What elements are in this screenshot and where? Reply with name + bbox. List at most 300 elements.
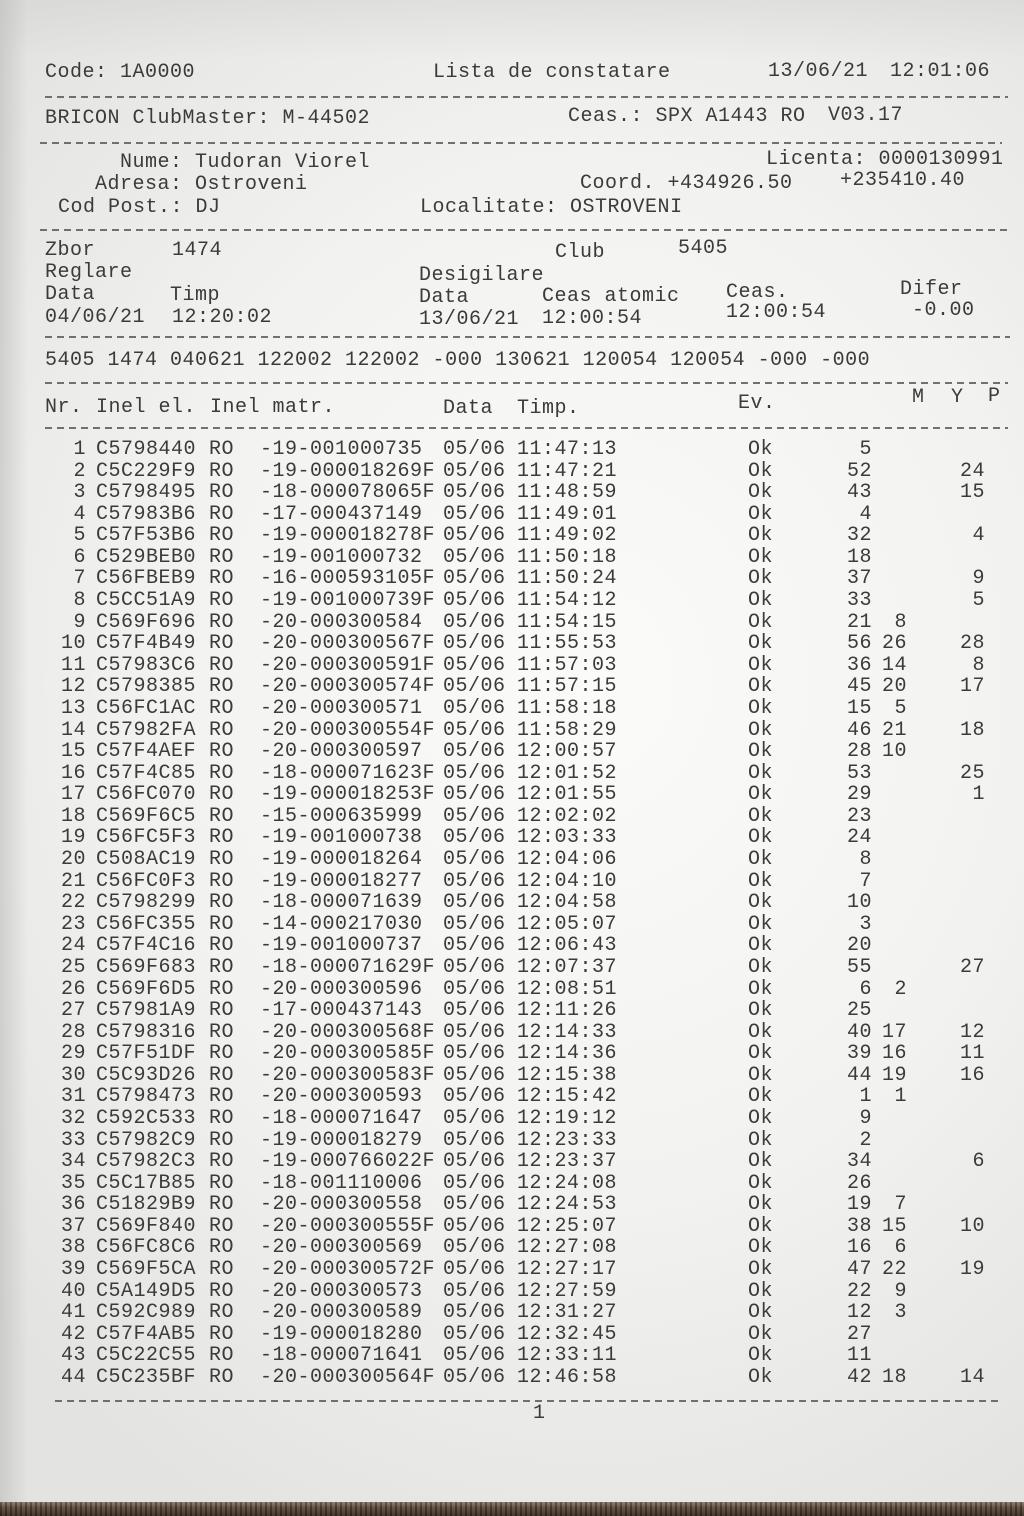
electronic-ring: C57982C9 (96, 1129, 197, 1152)
value-y: 1 (894, 1085, 907, 1108)
table-row (0, 892, 1024, 914)
table-row (0, 1022, 1024, 1044)
arrival-date: 05/06 (443, 1042, 506, 1065)
table-row (0, 957, 1024, 979)
value-y: 22 (881, 1258, 907, 1281)
arrival-date: 05/06 (443, 1129, 506, 1152)
value-y: 5 (894, 697, 907, 720)
electronic-ring: C569F840 (96, 1215, 197, 1238)
value-y: 2 (894, 978, 907, 1001)
ring-number: -19-000018280 (260, 1323, 423, 1346)
column-header-time: Timp. (517, 397, 580, 420)
value-m: 25 (846, 999, 872, 1022)
arrival-time: 12:27:59 (517, 1280, 618, 1303)
event-status: Ok (748, 1107, 774, 1130)
electronic-ring: C56FC355 (96, 913, 197, 936)
value-m: 45 (846, 675, 872, 698)
column-header-p: P (988, 385, 1001, 408)
value-m: 27 (846, 1323, 872, 1346)
value-y: 20 (881, 675, 907, 698)
ring-number: -20-000300569 (260, 1236, 423, 1259)
electronic-ring: C569F683 (96, 956, 197, 979)
ring-number: -18-000071639 (260, 891, 423, 914)
arrival-date: 05/06 (443, 934, 506, 957)
ring-number: -18-001110006 (260, 1172, 423, 1195)
event-status: Ok (748, 870, 774, 893)
event-status: Ok (748, 1323, 774, 1346)
divider (40, 229, 1010, 231)
value-p: 28 (959, 632, 985, 655)
value-m: 20 (846, 934, 872, 957)
value-p: 10 (959, 1215, 985, 1238)
ring-number: -15-000635999 (260, 805, 423, 828)
row-number: 28 (60, 1021, 86, 1044)
value-m: 22 (846, 1280, 872, 1303)
table-row (0, 1237, 1024, 1259)
event-status: Ok (748, 675, 774, 698)
event-status: Ok (748, 1215, 774, 1238)
table-row (0, 763, 1024, 785)
row-number: 3 (73, 481, 86, 504)
row-number: 24 (60, 934, 86, 957)
electronic-ring: C57983B6 (96, 503, 197, 526)
arrival-date: 05/06 (443, 956, 506, 979)
electronic-ring: C56FBEB9 (96, 567, 197, 590)
row-number: 6 (73, 546, 86, 569)
event-status: Ok (748, 546, 774, 569)
table-row (0, 1194, 1024, 1216)
table-row (0, 1367, 1024, 1389)
row-number: 26 (60, 978, 86, 1001)
atomic-clock-time: 12:00:54 (542, 307, 643, 330)
arrival-time: 12:46:58 (517, 1366, 618, 1389)
ring-number: -18-000078065F (260, 481, 436, 504)
country-code: RO (209, 632, 235, 655)
value-m: 18 (846, 546, 872, 569)
ring-number: -19-000018277 (260, 870, 423, 893)
value-m: 37 (846, 567, 872, 590)
unsealing-date-label: Data (419, 286, 470, 309)
ring-number: -16-000593105F (260, 567, 436, 590)
table-row (0, 1086, 1024, 1108)
table-row (0, 1000, 1024, 1022)
electronic-ring: C51829B9 (96, 1193, 197, 1216)
ring-number: -20-000300597 (260, 740, 423, 763)
ring-number: -20-000300564F (260, 1366, 436, 1389)
ring-number: -19-001000737 (260, 934, 423, 957)
fancier-name-label: Nume: (120, 151, 183, 174)
arrival-time: 12:15:42 (517, 1085, 618, 1108)
electronic-ring: C57F4C16 (96, 934, 197, 957)
ring-number: -18-000071623F (260, 762, 436, 785)
ring-number: -20-000300555F (260, 1215, 436, 1238)
row-number: 29 (60, 1042, 86, 1065)
event-status: Ok (748, 589, 774, 612)
arrival-date: 05/06 (443, 1172, 506, 1195)
event-status: Ok (748, 1150, 774, 1173)
country-code: RO (209, 460, 235, 483)
country-code: RO (209, 438, 235, 461)
country-code: RO (209, 1366, 235, 1389)
value-y: 19 (881, 1064, 907, 1087)
coord-label: Coord. (580, 172, 656, 195)
divider (55, 1400, 1000, 1402)
arrival-time: 12:15:38 (517, 1064, 618, 1087)
row-number: 36 (60, 1193, 86, 1216)
ring-number: -19-000018278F (260, 524, 436, 547)
ring-number: -19-000018253F (260, 783, 436, 806)
event-status: Ok (748, 438, 774, 461)
arrival-date: 05/06 (443, 524, 506, 547)
table-row (0, 1108, 1024, 1130)
value-m: 8 (859, 848, 872, 871)
value-p: 25 (959, 762, 985, 785)
row-number: 35 (60, 1172, 86, 1195)
electronic-ring: C5C17B85 (96, 1172, 197, 1195)
event-status: Ok (748, 762, 774, 785)
country-code: RO (209, 805, 235, 828)
arrival-date: 05/06 (443, 891, 506, 914)
country-code: RO (209, 546, 235, 569)
ring-number: -20-000300571 (260, 697, 423, 720)
arrival-date: 05/06 (443, 1344, 506, 1367)
value-p: 19 (959, 1258, 985, 1281)
arrival-date: 05/06 (443, 1021, 506, 1044)
ring-number: -20-000300583F (260, 1064, 436, 1087)
event-status: Ok (748, 611, 774, 634)
arrival-time: 11:49:01 (517, 503, 618, 526)
clock-difference: -0.00 (912, 299, 975, 322)
divider (45, 96, 1008, 98)
row-number: 44 (60, 1366, 86, 1389)
arrival-date: 05/06 (443, 675, 506, 698)
event-status: Ok (748, 1193, 774, 1216)
arrival-time: 12:23:37 (517, 1150, 618, 1173)
country-code: RO (209, 589, 235, 612)
arrival-date: 05/06 (443, 546, 506, 569)
value-p: 5 (972, 589, 985, 612)
event-status: Ok (748, 1064, 774, 1087)
country-code: RO (209, 503, 235, 526)
ring-number: -20-000300568F (260, 1021, 436, 1044)
value-m: 3 (859, 913, 872, 936)
country-code: RO (209, 826, 235, 849)
arrival-date: 05/06 (443, 1280, 506, 1303)
ring-number: -20-000300596 (260, 978, 423, 1001)
table-row (0, 871, 1024, 893)
ring-number: -19-000018279 (260, 1129, 423, 1152)
table-row (0, 1324, 1024, 1346)
arrival-time: 11:48:59 (517, 481, 618, 504)
arrival-date: 05/06 (443, 783, 506, 806)
arrival-time: 11:47:21 (517, 460, 618, 483)
arrival-time: 12:04:10 (517, 870, 618, 893)
table-row (0, 1130, 1024, 1152)
arrival-time: 12:00:57 (517, 740, 618, 763)
license (766, 149, 1004, 171)
country-code: RO (209, 611, 235, 634)
arrival-date: 05/06 (443, 848, 506, 871)
row-number: 38 (60, 1236, 86, 1259)
value-m: 34 (846, 1150, 872, 1173)
table-row (0, 698, 1024, 720)
value-m: 15 (846, 697, 872, 720)
column-header-nr: Nr. (45, 396, 83, 419)
arrival-date: 05/06 (443, 438, 506, 461)
ring-number: -20-000300572F (260, 1258, 436, 1281)
arrival-date: 05/06 (443, 999, 506, 1022)
row-number: 33 (60, 1129, 86, 1152)
electronic-ring: C56FC0F3 (96, 870, 197, 893)
electronic-ring: C5798473 (96, 1085, 197, 1108)
arrival-time: 12:33:11 (517, 1344, 618, 1367)
arrival-time: 12:04:58 (517, 891, 618, 914)
event-status: Ok (748, 1042, 774, 1065)
arrival-time: 12:11:26 (517, 999, 618, 1022)
ring-number: -18-000071641 (260, 1344, 423, 1367)
background-surface (0, 1502, 1024, 1516)
event-status: Ok (748, 524, 774, 547)
row-number: 4 (73, 503, 86, 526)
country-code: RO (209, 913, 235, 936)
event-status: Ok (748, 891, 774, 914)
locality (420, 197, 683, 219)
electronic-ring: C5798299 (96, 891, 197, 914)
value-y: 16 (881, 1042, 907, 1065)
table-row (0, 935, 1024, 957)
electronic-ring: C569F5CA (96, 1258, 197, 1281)
arrival-time: 11:58:29 (517, 719, 618, 742)
arrival-time: 11:47:13 (517, 438, 618, 461)
table-row (0, 439, 1024, 461)
ring-number: -19-001000738 (260, 826, 423, 849)
row-number: 20 (60, 848, 86, 871)
row-number: 31 (60, 1085, 86, 1108)
fancier-name (120, 152, 370, 174)
arrival-date: 05/06 (443, 503, 506, 526)
ring-number: -18-000071647 (260, 1107, 423, 1130)
value-m: 42 (846, 1366, 872, 1389)
value-m: 6 (859, 978, 872, 1001)
clock-id: Ceas.: SPX A1443 RO (568, 105, 806, 128)
arrival-date: 05/06 (443, 589, 506, 612)
arrival-time: 12:01:52 (517, 762, 618, 785)
electronic-ring: C592C533 (96, 1107, 197, 1130)
value-m: 23 (846, 805, 872, 828)
value-m: 46 (846, 719, 872, 742)
arrival-date: 05/06 (443, 1258, 506, 1281)
ring-number: -17-000437143 (260, 999, 423, 1022)
table-row (0, 720, 1024, 742)
table-row (0, 1302, 1024, 1324)
arrival-date: 05/06 (443, 654, 506, 677)
event-status: Ok (748, 1236, 774, 1259)
value-m: 43 (846, 481, 872, 504)
event-status: Ok (748, 567, 774, 590)
arrival-date: 05/06 (443, 1323, 506, 1346)
value-y: 26 (881, 632, 907, 655)
country-code: RO (209, 1193, 235, 1216)
event-status: Ok (748, 1301, 774, 1324)
country-code: RO (209, 934, 235, 957)
value-p: 17 (959, 675, 985, 698)
arrival-time: 12:27:17 (517, 1258, 618, 1281)
value-m: 40 (846, 1021, 872, 1044)
value-y: 21 (881, 719, 907, 742)
country-code: RO (209, 697, 235, 720)
country-code: RO (209, 1064, 235, 1087)
column-header-date: Data (443, 397, 494, 420)
unsealing-date: 13/06/21 (419, 308, 520, 331)
address-label: Adresa: (95, 173, 183, 196)
arrival-time: 12:23:33 (517, 1129, 618, 1152)
row-number: 22 (60, 891, 86, 914)
row-number: 5 (73, 524, 86, 547)
electronic-ring: C508AC19 (96, 848, 197, 871)
country-code: RO (209, 1323, 235, 1346)
postal-code (58, 197, 221, 219)
column-header-y: Y (951, 386, 964, 409)
row-number: 30 (60, 1064, 86, 1087)
arrival-date: 05/06 (443, 1366, 506, 1389)
electronic-ring: C5C235BF (96, 1366, 197, 1389)
event-status: Ok (748, 740, 774, 763)
arrival-date: 05/06 (443, 1085, 506, 1108)
column-header-m: M (912, 386, 925, 409)
arrival-date: 05/06 (443, 826, 506, 849)
arrival-time: 12:03:33 (517, 826, 618, 849)
country-code: RO (209, 1042, 235, 1065)
value-m: 44 (846, 1064, 872, 1087)
row-number: 32 (60, 1107, 86, 1130)
arrival-time: 12:27:08 (517, 1236, 618, 1259)
value-m: 29 (846, 783, 872, 806)
ring-number: -19-000018269F (260, 460, 436, 483)
table-row (0, 633, 1024, 655)
value-p: 12 (959, 1021, 985, 1044)
value-y: 3 (894, 1301, 907, 1324)
table-row (0, 1345, 1024, 1367)
value-m: 4 (859, 503, 872, 526)
value-m: 11 (846, 1344, 872, 1367)
value-m: 12 (846, 1301, 872, 1324)
electronic-ring: C56FC070 (96, 783, 197, 806)
arrival-date: 05/06 (443, 740, 506, 763)
value-y: 9 (894, 1280, 907, 1303)
ring-number: -20-000300554F (260, 719, 436, 742)
event-status: Ok (748, 1280, 774, 1303)
electronic-ring: C5798440 (96, 438, 197, 461)
arrival-time: 11:54:12 (517, 589, 618, 612)
electronic-ring: C57983C6 (96, 654, 197, 677)
page-number: 1 (533, 1402, 546, 1425)
value-y: 7 (894, 1193, 907, 1216)
arrival-time: 12:14:33 (517, 1021, 618, 1044)
table-row (0, 914, 1024, 936)
electronic-ring: C5C229F9 (96, 460, 197, 483)
electronic-ring: C5798316 (96, 1021, 197, 1044)
row-number: 17 (60, 783, 86, 806)
table-row (0, 482, 1024, 504)
row-number: 12 (60, 675, 86, 698)
value-y: 15 (881, 1215, 907, 1238)
license-value: 0000130991 (878, 148, 1004, 171)
event-status: Ok (748, 783, 774, 806)
arrival-date: 05/06 (443, 1215, 506, 1238)
row-number: 40 (60, 1280, 86, 1303)
value-m: 21 (846, 611, 872, 634)
value-m: 33 (846, 589, 872, 612)
arrival-time: 11:49:02 (517, 524, 618, 547)
row-number: 41 (60, 1301, 86, 1324)
postal-value: DJ (195, 196, 221, 219)
event-status: Ok (748, 1258, 774, 1281)
row-number: 13 (60, 697, 86, 720)
club-number: 5405 (678, 237, 729, 260)
value-m: 52 (846, 460, 872, 483)
country-code: RO (209, 1344, 235, 1367)
country-code: RO (209, 1085, 235, 1108)
locality-label: Localitate: (420, 196, 558, 219)
table-row (0, 1173, 1024, 1195)
row-number: 43 (60, 1344, 86, 1367)
value-p: 8 (972, 654, 985, 677)
electronic-ring: C57F53B6 (96, 524, 197, 547)
value-m: 32 (846, 524, 872, 547)
ring-number: -20-000300567F (260, 632, 436, 655)
value-m: 19 (846, 1193, 872, 1216)
table-row (0, 1151, 1024, 1173)
value-m: 2 (859, 1129, 872, 1152)
clubmaster-id: BRICON ClubMaster: M-44502 (45, 107, 371, 130)
arrival-time: 11:55:53 (517, 632, 618, 655)
clock-time: 12:00:54 (726, 301, 827, 324)
value-p: 11 (959, 1042, 985, 1065)
row-number: 39 (60, 1258, 86, 1281)
row-number: 1 (73, 438, 86, 461)
arrival-date: 05/06 (443, 1301, 506, 1324)
electronic-ring: C529BEB0 (96, 546, 197, 569)
row-number: 19 (60, 826, 86, 849)
setting-label: Reglare (45, 261, 133, 284)
arrival-date: 05/06 (443, 460, 506, 483)
value-m: 24 (846, 826, 872, 849)
country-code: RO (209, 870, 235, 893)
value-m: 1 (859, 1085, 872, 1108)
electronic-ring: C5798385 (96, 675, 197, 698)
country-code: RO (209, 956, 235, 979)
value-p: 9 (972, 567, 985, 590)
event-status: Ok (748, 697, 774, 720)
ring-number: -20-000300584 (260, 611, 423, 634)
row-number: 23 (60, 913, 86, 936)
table-row (0, 1281, 1024, 1303)
address (95, 174, 308, 196)
value-m: 28 (846, 740, 872, 763)
arrival-time: 12:31:27 (517, 1301, 618, 1324)
arrival-time: 11:54:15 (517, 611, 618, 634)
row-number: 42 (60, 1323, 86, 1346)
arrival-date: 05/06 (443, 1107, 506, 1130)
table-row (0, 784, 1024, 806)
column-header-event: Ev. (738, 392, 776, 415)
value-m: 36 (846, 654, 872, 677)
arrival-date: 05/06 (443, 567, 506, 590)
value-m: 38 (846, 1215, 872, 1238)
event-status: Ok (748, 1172, 774, 1195)
postal-label: Cod Post.: (58, 196, 184, 219)
row-number: 9 (73, 611, 86, 634)
